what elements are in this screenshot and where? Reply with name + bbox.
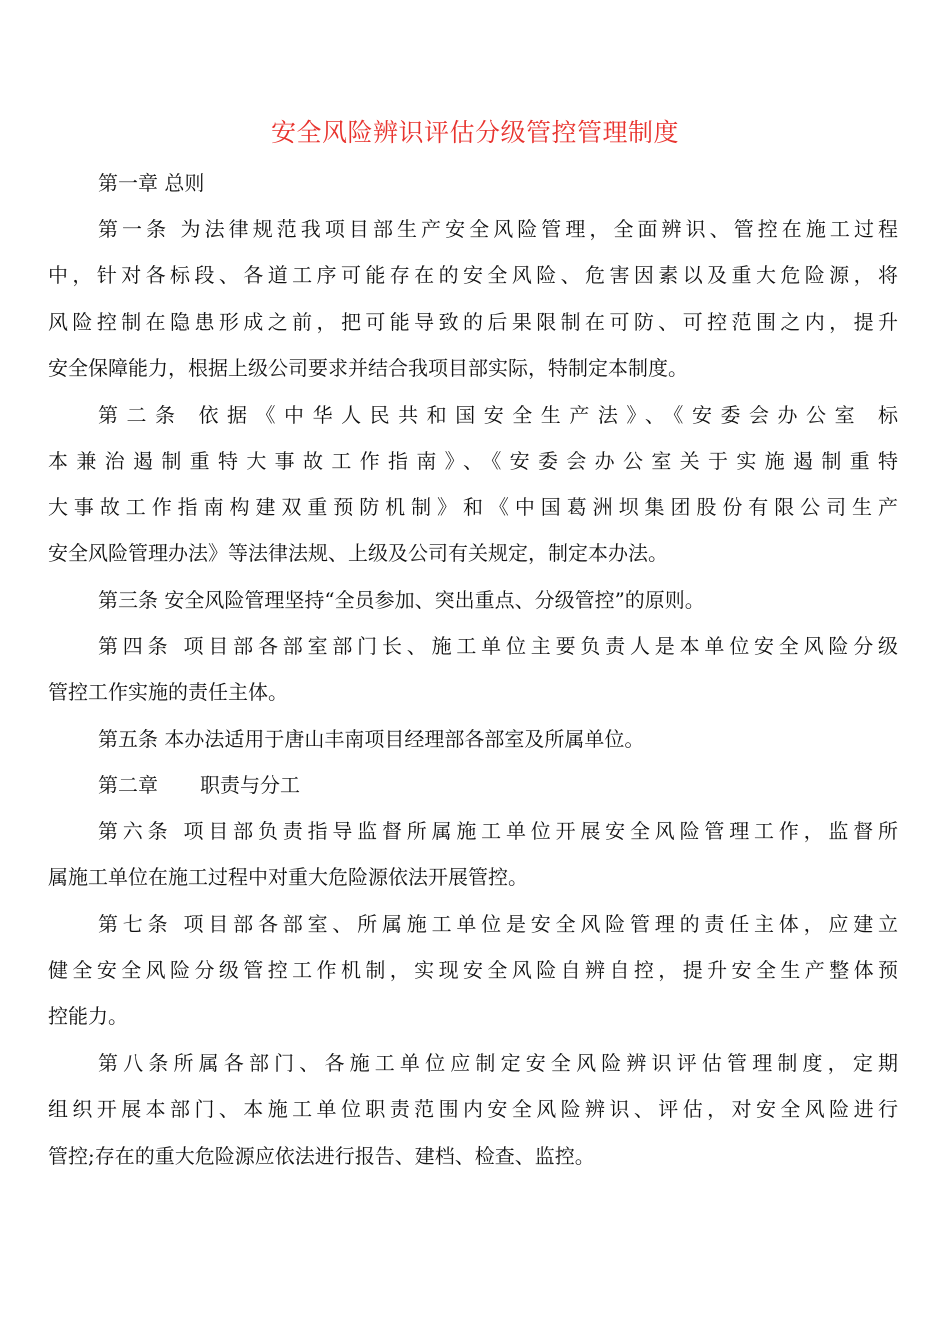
article-6-line-1: 第六条 项目部负责指导监督所属施工单位开展安全风险管理工作，监督所 (98, 819, 898, 843)
article-7-line-3: 控能力。 (48, 1004, 128, 1028)
article-8-line-1: 第八条所属各部门、各施工单位应制定安全风险辨识评估管理制度，定期 (98, 1051, 898, 1075)
article-2-line-1: 第二条 依据《中华人民共和国安全生产法》、《安委会办公室 标 (98, 403, 898, 427)
article-7-line-2: 健全安全风险分级管控工作机制，实现安全风险自辨自控，提升安全生产整体预 (48, 958, 898, 982)
document-title: 安全风险辨识评估分级管控管理制度 (270, 118, 679, 147)
article-2-line-3: 大事故工作指南构建双重预防机制》和《中国葛洲坝集团股份有限公司生产 (48, 495, 898, 519)
article-4-line-1: 第四条 项目部各部室部门长、施工单位主要负责人是本单位安全风险分级 (98, 634, 898, 658)
article-1-line-1: 第一条 为法律规范我项目部生产安全风险管理，全面辨识、管控在施工过程 (98, 217, 898, 241)
chapter-2-heading (98, 770, 898, 800)
article-7-line-1: 第七条 项目部各部室、所属施工单位是安全风险管理的责任主体，应建立 (98, 912, 898, 936)
article-3-line-1: 第三条 安全风险管理坚持“全员参加、突出重点、分级管控”的原则。 (98, 588, 705, 612)
article-1-line-3: 风险控制在隐患形成之前，把可能导致的后果限制在可防、可控范围之内，提升 (48, 310, 898, 334)
article-8-line-2: 组织开展本部门、本施工单位职责范围内安全风险辨识、评估，对安全风险进行 (48, 1097, 898, 1121)
article-1-line-4: 安全保障能力，根据上级公司要求并结合我项目部实际，特制定本制度。 (48, 356, 688, 380)
article-8-line-3: 管控;存在的重大危险源应依法进行报告、建档、检查、监控。 (48, 1144, 595, 1168)
chapter-1-heading: 第一章 总则 (98, 171, 205, 195)
article-2-line-2: 本兼治遏制重特大事故工作指南》、《安委会办公室关于实施遏制重特 (48, 449, 898, 473)
article-2-line-4: 安全风险管理办法》等法律法规、上级及公司有关规定，制定本办法。 (48, 541, 668, 565)
chapter-2-title: 职责与分工 (200, 773, 300, 797)
article-5-line-1: 第五条 本办法适用于唐山丰南项目经理部各部室及所属单位。 (98, 727, 645, 751)
article-6-line-2: 属施工单位在施工过程中对重大危险源依法开展管控。 (48, 865, 528, 889)
chapter-2-number: 第二章 (98, 773, 158, 797)
article-1-line-2: 中，针对各标段、各道工序可能存在的安全风险、危害因素以及重大危险源，将 (48, 263, 898, 287)
article-4-line-2: 管控工作实施的责任主体。 (48, 680, 288, 704)
